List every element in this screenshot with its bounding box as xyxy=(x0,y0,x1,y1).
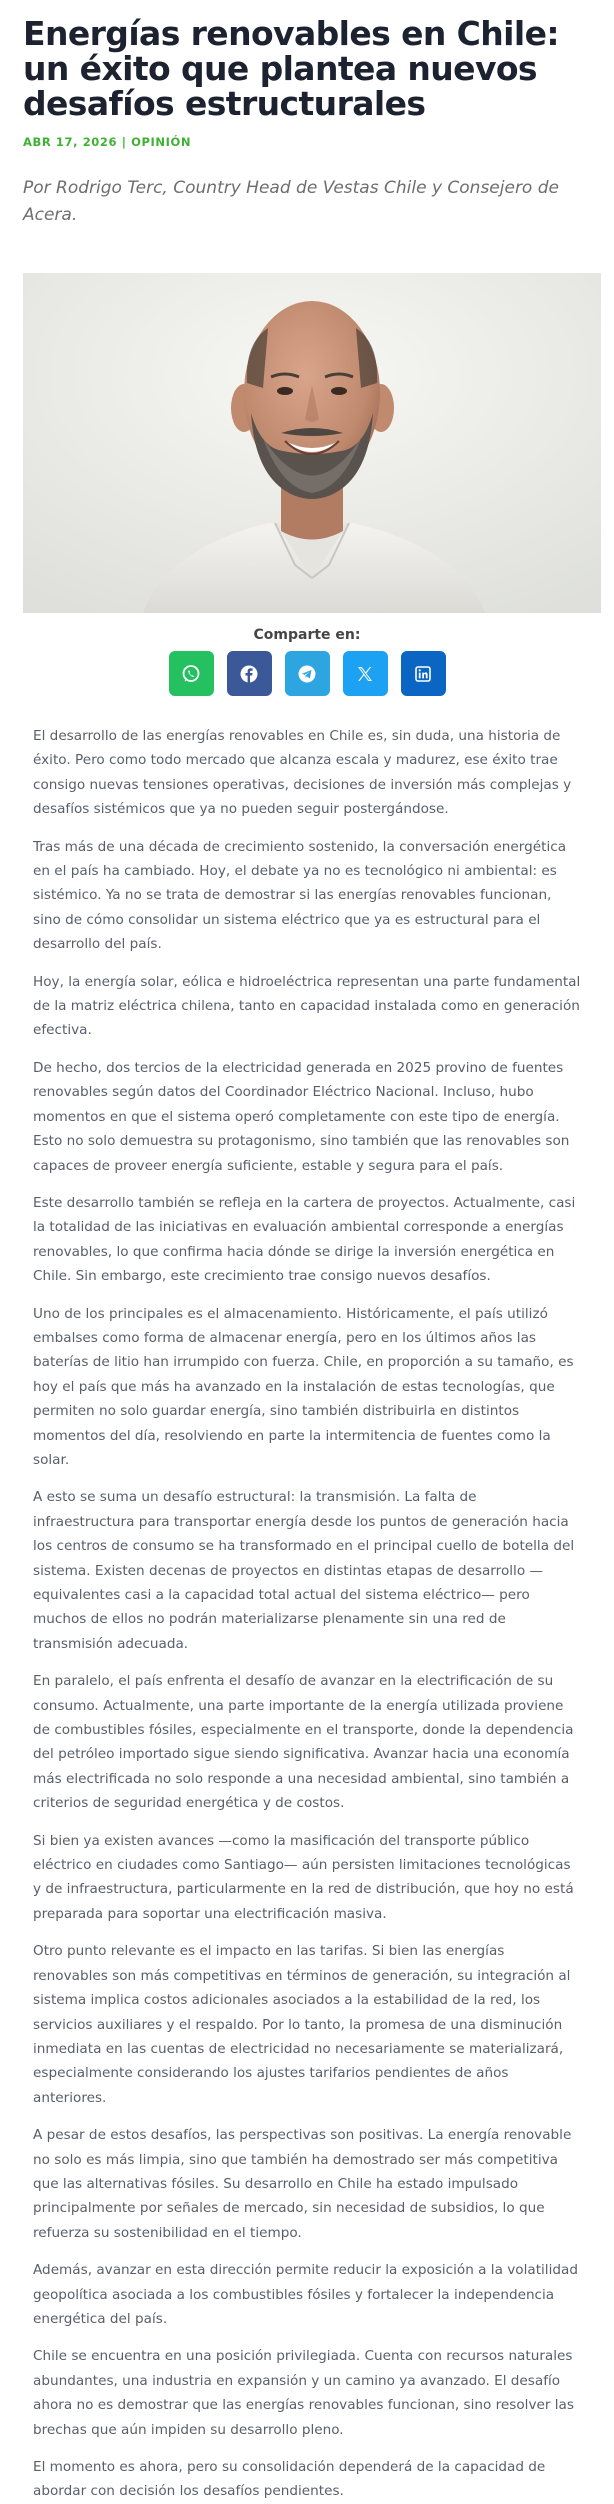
x-share-button[interactable] xyxy=(343,651,388,696)
share-buttons xyxy=(23,651,591,696)
paragraph: De hecho, dos tercios de la electricidad generada en 2025 provino de fuentes renovables según datos del Coordinador Eléctrico Nacional. Incluso, hubo momentos en que el sistema operó completamente con este tipo de energía. Esto no solo demuestra su protagonismo, sino también que las renovables son capaces de proveer energía suficiente, estable y segura para el país. xyxy=(33,1059,570,1174)
paragraph: En paralelo, el país enfrenta el desafío de avanzar en la electrificación de su consumo. Actualmente, una parte importante de la energía utilizada proviene de combustibles fósiles, especialmente en el transporte, donde la dependencia del petróleo importado sigue siendo significativa. Avanzar hacia una economía más electrificada no solo responde a una necesidad ambiental, sino también a criterios de seguridad energética y de costos. xyxy=(33,1673,574,1812)
paragraph: Tras más de una década de crecimiento sostenido, la conversación energética en el país ha cambiado. Hoy, el debate ya no es tecnológico ni ambiental: es sistémico. Ya no se trata de demostrar si las energías renovables funcionan, sino de cómo consolidar un sistema eléctrico que ya es estructural para el desarrollo del país. xyxy=(33,838,567,953)
x-icon xyxy=(355,664,375,684)
telegram-share-button[interactable] xyxy=(285,651,330,696)
share-label: Comparte en: xyxy=(253,627,361,643)
facebook-share-button[interactable] xyxy=(227,651,272,696)
paragraph: Chile se encuentra en una posición privilegiada. Cuenta con recursos naturales abundantes, una industria en expansión y un camino ya avanzado. El desafío ahora no es demostrar que las energías renovables funcionan, sino resolver las brechas que aún impiden su desarrollo pleno. xyxy=(33,2348,574,2438)
article-body xyxy=(23,724,591,2504)
article-title: Energías renovables en Chile: un éxito que plantea nuevos desafíos estructurales xyxy=(23,14,559,123)
paragraph: El desarrollo de las energías renovables en Chile es, sin duda, una historia de éxito. Pero como todo mercado que alcanza escala y madurez, ese éxito trae consigo nuevas tensiones operativas, decisiones de inversión más complejas y desafíos sistémicos que ya no pueden seguir postergándose. xyxy=(33,728,572,818)
facebook-icon xyxy=(239,664,259,684)
paragraph: Otro punto relevante es el impacto en las tarifas. Si bien las energías renovables son más competitivas en términos de generación, su integración al sistema implica costos adicionales asociados a la estabilidad de la red, los servicios auxiliares y el respaldo. Por lo tanto, la promesa de una disminución inmediata en las cuentas de electricidad no necesariamente se materializará, especialmente considerando los ajustes tarifarios pendientes de años anteriores. xyxy=(33,1943,571,2106)
paragraph: Uno de los principales es el almacenamiento. Históricamente, el país utilizó embalses como forma de almacenar energía, pero en los últimos años las baterías de litio han irrumpido con fuerza. Chile, en proporción a su tamaño, es hoy el país que más ha avanzado en la instalación de estas tecnologías, que permiten no solo guardar energía, sino también distribuirla en distintos momentos del día, resolviendo en parte la intermitencia de fuentes como la solar. xyxy=(33,1305,574,1468)
whatsapp-share-button[interactable] xyxy=(169,651,214,696)
whatsapp-icon xyxy=(181,664,201,684)
paragraph: Hoy, la energía solar, eólica e hidroeléctrica representan una parte fundamental de la matriz eléctrica chilena, tanto en capacidad instalada como en generación efectiva. xyxy=(33,973,581,1039)
paragraph: Además, avanzar en esta dirección permite reducir la exposición a la volatilidad geopolítica asociada a los combustibles fósiles y fortalecer la independencia energética del país. xyxy=(33,2262,578,2327)
paragraph: El momento es ahora, pero su consolidación dependerá de la capacidad de abordar con decisión los desafíos pendientes. xyxy=(33,2459,546,2500)
telegram-icon xyxy=(297,664,317,684)
linkedin-share-button[interactable] xyxy=(401,651,446,696)
paragraph: Si bien ya existen avances —como la masificación del transporte público eléctrico en ciudades como Santiago— aún persisten limitaciones tecnológicas y de infraestructura, particularmente en la red de distribución, que hoy no está preparada para soportar una electrificación masiva. xyxy=(33,1832,574,1922)
article-byline: Por Rodrigo Terc, Country Head de Vestas Chile y Consejero de Acera. xyxy=(23,178,559,225)
paragraph: A pesar de estos desafíos, las perspectivas son positivas. La energía renovable no solo es más limpia, sino que también ha demostrado ser más competitiva que las alternativas fósiles. Su desarrollo en Chile ha estado impulsado principalmente por señales de mercado, sin necesidad de subsidios, lo que refuerza su sostenibilidad en el tiempo. xyxy=(33,2127,572,2241)
author-photo xyxy=(23,273,601,613)
paragraph: Este desarrollo también se refleja en la cartera de proyectos. Actualmente, casi la totalidad de las iniciativas en evaluación ambiental corresponde a energías renovables, lo que confirma hacia dónde se dirige la inversión energética en Chile. Sin embargo, este crecimiento trae consigo nuevos desafíos. xyxy=(33,1194,576,1285)
paragraph: A esto se suma un desafío estructural: la transmisión. La falta de infraestructura para transportar energía desde los puntos de generación hacia los centros de consumo se ha transformado en el principal cuello de botella del sistema. Existen decenas de proyectos en distintas etapas de desarrollo —equivalentes casi a la capacidad total actual del sistema eléctrico— pero muchos de ellos no podrán materializarse plenamente sin una red de transmisión adecuada. xyxy=(33,1489,575,1652)
article-meta[interactable]: ABR 17, 2026 | OPINIÓN xyxy=(23,135,192,149)
linkedin-icon xyxy=(413,664,433,684)
